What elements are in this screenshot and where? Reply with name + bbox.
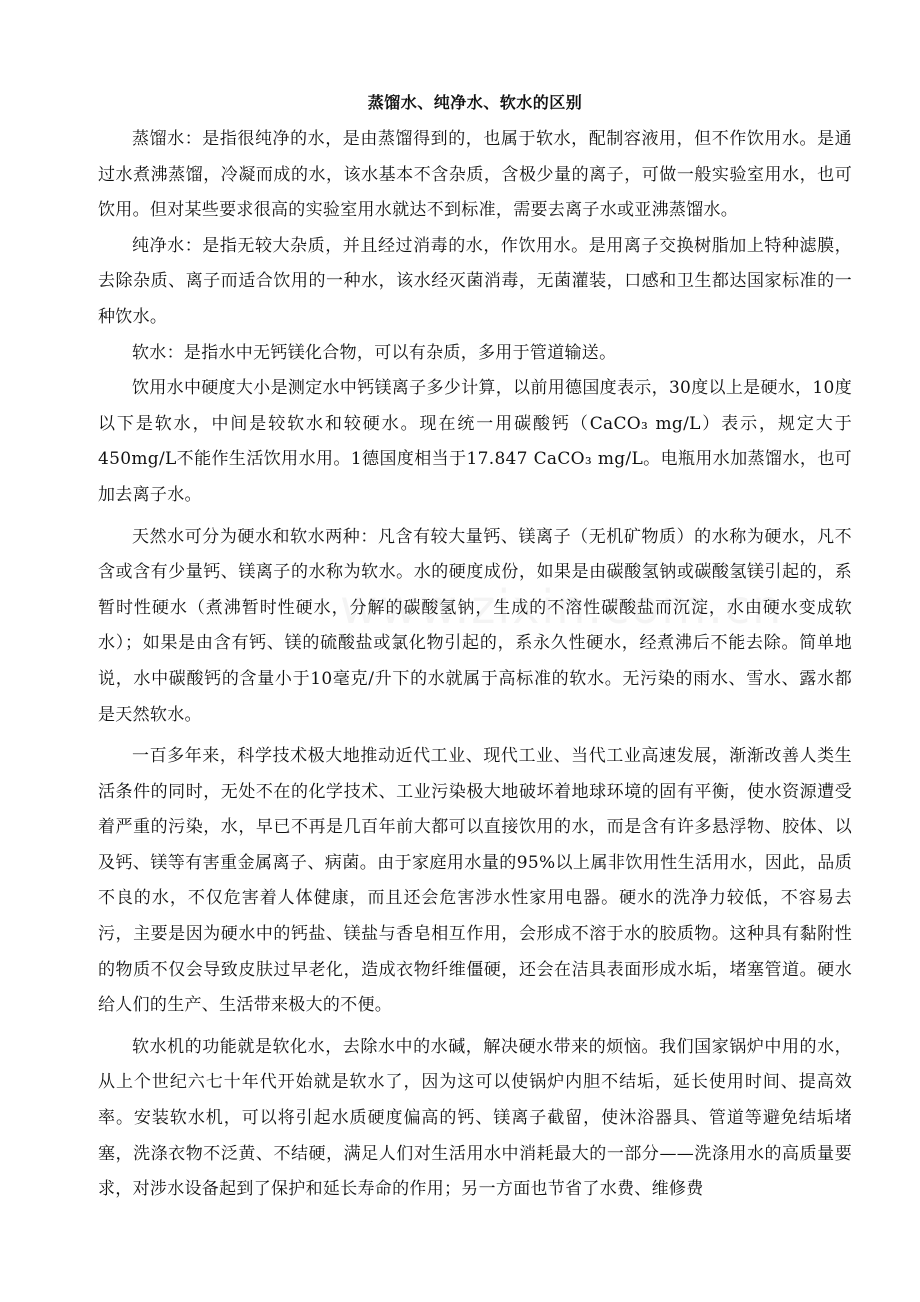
paragraph-natural-water: 天然水可分为硬水和软水两种：凡含有较大量钙、镁离子（无机矿物质）的水称为硬水，凡不含或含有少量钙、镁离子的水称为软水。水的硬度成份，如果是由碳酸氢钠或碳酸氢镁引起的，系暂时性硬水（煮沸暂时性硬水，分解的碳酸氢钠，生成的不溶性碳酸盐而沉淀，水由硬水变成软水）；如果是由含有钙、镁的硫酸盐或氯化物引起的，系永久性硬水，经煮沸后不能去除。简单地说，水中碳酸钙的含量小于10毫克/升下的水就属于高标准的软水。无污染的雨水、雪水、露水都是天然软水。: [98, 526, 852, 725]
paragraph-purified-water: 纯净水：是指无较大杂质，并且经过消毒的水，作饮用水。是用离子交换树脂加上特种滤膜，去除杂质、离子而适合饮用的一种水，该水经灭菌消毒，无菌灌装，口感和卫生都达国家标准的一种饮水。: [98, 235, 852, 327]
paragraph-softener: 软水机的功能就是软化水，去除水中的水碱，解决硬水带来的烦恼。我们国家锅炉中用的水，从上个世纪六七十年代开始就是软水了，因为这可以使锅炉内胆不结垢，延长使用时间、提高效率。安装软水机，可以将引起水质硬度偏高的钙、镁离子截留，使沐浴器具、管道等避免结垢堵塞，洗涤衣物不泛黄、不结硬，满足人们对生活用水中消耗最大的一部分——洗涤用水的高质量要求，对涉水设备起到了保护和延长寿命的作用；另一方面也节省了水费、维修费: [98, 1036, 852, 1200]
paragraph-distilled-water: 蒸馏水：是指很纯净的水，是由蒸馏得到的，也属于软水，配制容液用，但不作饮用水。是通过水煮沸蒸馏，冷凝而成的水，该水基本不含杂质，含极少量的离子，可做一般实验室用水，也可饮用。但对某些要求很高的实验室用水就达不到标准，需要去离子水或亚沸蒸馏水。: [98, 129, 852, 221]
document-page: [98, 86, 852, 1208]
paragraph-hardness: 饮用水中硬度大小是测定水中钙镁离子多少计算，以前用德国度表示，30度以上是硬水，10度以下是软水，中间是较软水和较硬水。现在统一用碳酸钙（CaCO₃ mg/L）表示，规定大于450mg/L不能作生活饮用水用。1德国度相当于17.847 CaCO₃ mg/L。电瓶用水加蒸馏水，也可加去离子水。: [98, 378, 852, 505]
paragraph-soft-water: 软水：是指水中无钙镁化合物，可以有杂质，多用于管道输送。: [132, 342, 617, 363]
paragraph-pollution: 一百多年来，科学技术极大地推动近代工业、现代工业、当代工业高速发展，渐渐改善人类生活条件的同时，无处不在的化学技术、工业污染极大地破坏着地球环境的固有平衡，使水资源遭受着严重的污染，水，早已不再是几百年前大都可以直接饮用的水，而是含有许多悬浮物、胶体、以及钙、镁等有害重金属离子、病菌。由于家庭用水量的95%以上属非饮用性生活用水，因此，品质不良的水，不仅危害着人体健康，而且还会危害涉水性家用电器。硬水的洗净力较低，不容易去污，主要是因为硬水中的钙盐、镁盐与香皂相互作用，会形成不溶于水的胶质物。这种具有黏附性的物质不仅会导致皮肤过早老化，造成衣物纤维僵硬，还会在洁具表面形成水垢，堵塞管道。硬水给人们的生产、生活带来极大的不便。: [98, 746, 852, 1016]
document-title: 蒸馏水、纯净水、软水的区别: [367, 93, 583, 112]
